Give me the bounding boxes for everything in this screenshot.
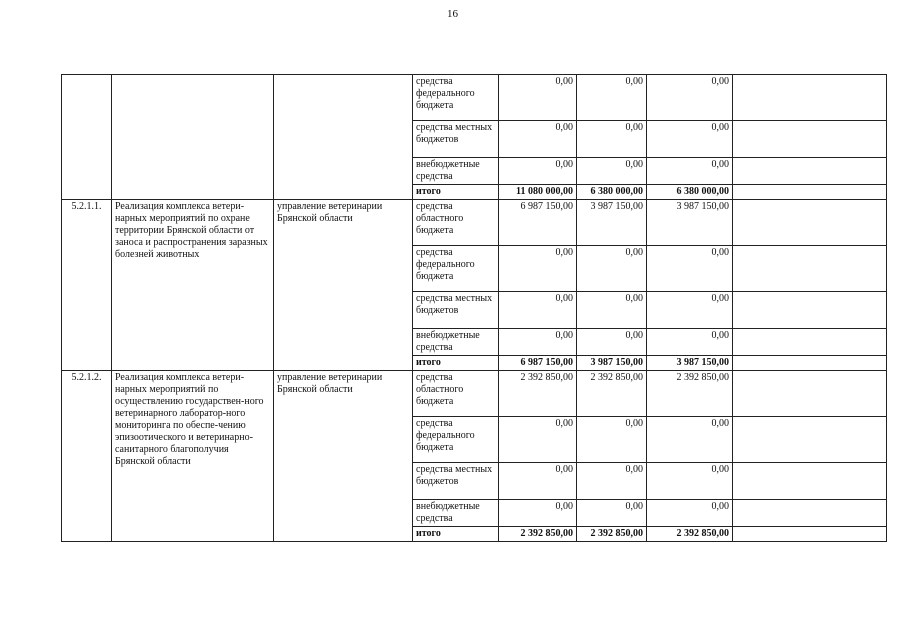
empty-cell — [733, 500, 887, 527]
amount-cell: 0,00 — [647, 500, 733, 527]
amount-cell: 0,00 — [577, 329, 647, 356]
empty-cell — [733, 121, 887, 158]
amount-cell: 6 987 150,00 — [499, 200, 577, 246]
funding-source-cell: средства местных бюджетов — [413, 292, 499, 329]
funding-source-cell: внебюджетные средства — [413, 329, 499, 356]
funding-source-cell: средства федерального бюджета — [413, 246, 499, 292]
amount-cell: 0,00 — [577, 463, 647, 500]
amount-cell: 0,00 — [577, 75, 647, 121]
amount-cell: 2 392 850,00 — [647, 527, 733, 542]
funding-source-cell: средства областного бюджета — [413, 371, 499, 417]
amount-cell: 0,00 — [499, 158, 577, 185]
empty-cell — [733, 356, 887, 371]
amount-cell: 3 987 150,00 — [577, 200, 647, 246]
amount-cell: 3 987 150,00 — [647, 356, 733, 371]
amount-cell: 0,00 — [499, 121, 577, 158]
funding-source-cell: итого — [413, 185, 499, 200]
amount-cell: 6 380 000,00 — [647, 185, 733, 200]
amount-cell: 0,00 — [499, 329, 577, 356]
funding-source-cell: итого — [413, 527, 499, 542]
empty-cell — [733, 75, 887, 121]
amount-cell: 0,00 — [499, 292, 577, 329]
empty-cell — [733, 329, 887, 356]
amount-cell: 0,00 — [647, 417, 733, 463]
amount-cell: 3 987 150,00 — [647, 200, 733, 246]
amount-cell: 0,00 — [499, 417, 577, 463]
executor-cell: управление ветеринарии Брянской области — [274, 200, 413, 371]
item-name-cell: Реализация комплекса ветери-нарных мероприятий по осуществлению государствен-ного ветеринарного лаборатор-ного мониторинга по обеспе-чению эпизоотического и ветеринарно-санитарного благополучия Брянской области — [112, 371, 274, 542]
amount-cell: 0,00 — [577, 158, 647, 185]
page-number: 16 — [447, 8, 458, 20]
amount-cell: 0,00 — [647, 121, 733, 158]
amount-cell: 0,00 — [577, 121, 647, 158]
amount-cell: 11 080 000,00 — [499, 185, 577, 200]
empty-cell — [733, 527, 887, 542]
amount-cell: 0,00 — [647, 463, 733, 500]
funding-source-cell: средства федерального бюджета — [413, 75, 499, 121]
funding-source-cell: средства местных бюджетов — [413, 463, 499, 500]
table-row — [62, 200, 887, 246]
amount-cell: 0,00 — [499, 463, 577, 500]
amount-cell: 0,00 — [577, 417, 647, 463]
table-body — [62, 75, 887, 542]
amount-cell: 2 392 850,00 — [499, 527, 577, 542]
item-name-cell — [112, 75, 274, 200]
funding-source-cell: внебюджетные средства — [413, 500, 499, 527]
empty-cell — [733, 158, 887, 185]
empty-cell — [733, 463, 887, 500]
amount-cell: 0,00 — [577, 292, 647, 329]
amount-cell: 2 392 850,00 — [499, 371, 577, 417]
amount-cell: 6 380 000,00 — [577, 185, 647, 200]
executor-cell: управление ветеринарии Брянской области — [274, 371, 413, 542]
amount-cell: 0,00 — [499, 75, 577, 121]
amount-cell: 0,00 — [647, 246, 733, 292]
amount-cell: 2 392 850,00 — [577, 527, 647, 542]
empty-cell — [733, 185, 887, 200]
funding-source-cell: средства местных бюджетов — [413, 121, 499, 158]
table-row — [62, 75, 887, 121]
amount-cell: 0,00 — [577, 500, 647, 527]
amount-cell: 6 987 150,00 — [499, 356, 577, 371]
empty-cell — [733, 371, 887, 417]
empty-cell — [733, 292, 887, 329]
amount-cell: 2 392 850,00 — [577, 371, 647, 417]
empty-cell — [733, 417, 887, 463]
empty-cell — [733, 246, 887, 292]
item-code-cell — [62, 75, 112, 200]
budget-table — [61, 74, 887, 542]
item-code-cell: 5.2.1.2. — [62, 371, 112, 542]
empty-cell — [733, 200, 887, 246]
amount-cell: 0,00 — [647, 75, 733, 121]
table-row — [62, 371, 887, 417]
item-code-cell: 5.2.1.1. — [62, 200, 112, 371]
amount-cell: 2 392 850,00 — [647, 371, 733, 417]
funding-source-cell: средства федерального бюджета — [413, 417, 499, 463]
funding-source-cell: внебюджетные средства — [413, 158, 499, 185]
amount-cell: 0,00 — [647, 329, 733, 356]
amount-cell: 0,00 — [647, 158, 733, 185]
amount-cell: 0,00 — [499, 246, 577, 292]
amount-cell: 0,00 — [499, 500, 577, 527]
executor-cell — [274, 75, 413, 200]
amount-cell: 0,00 — [647, 292, 733, 329]
funding-source-cell: средства областного бюджета — [413, 200, 499, 246]
item-name-cell: Реализация комплекса ветери-нарных мероприятий по охране территории Брянской области от заноса и распространения заразных болезней животных — [112, 200, 274, 371]
amount-cell: 0,00 — [577, 246, 647, 292]
amount-cell: 3 987 150,00 — [577, 356, 647, 371]
funding-source-cell: итого — [413, 356, 499, 371]
